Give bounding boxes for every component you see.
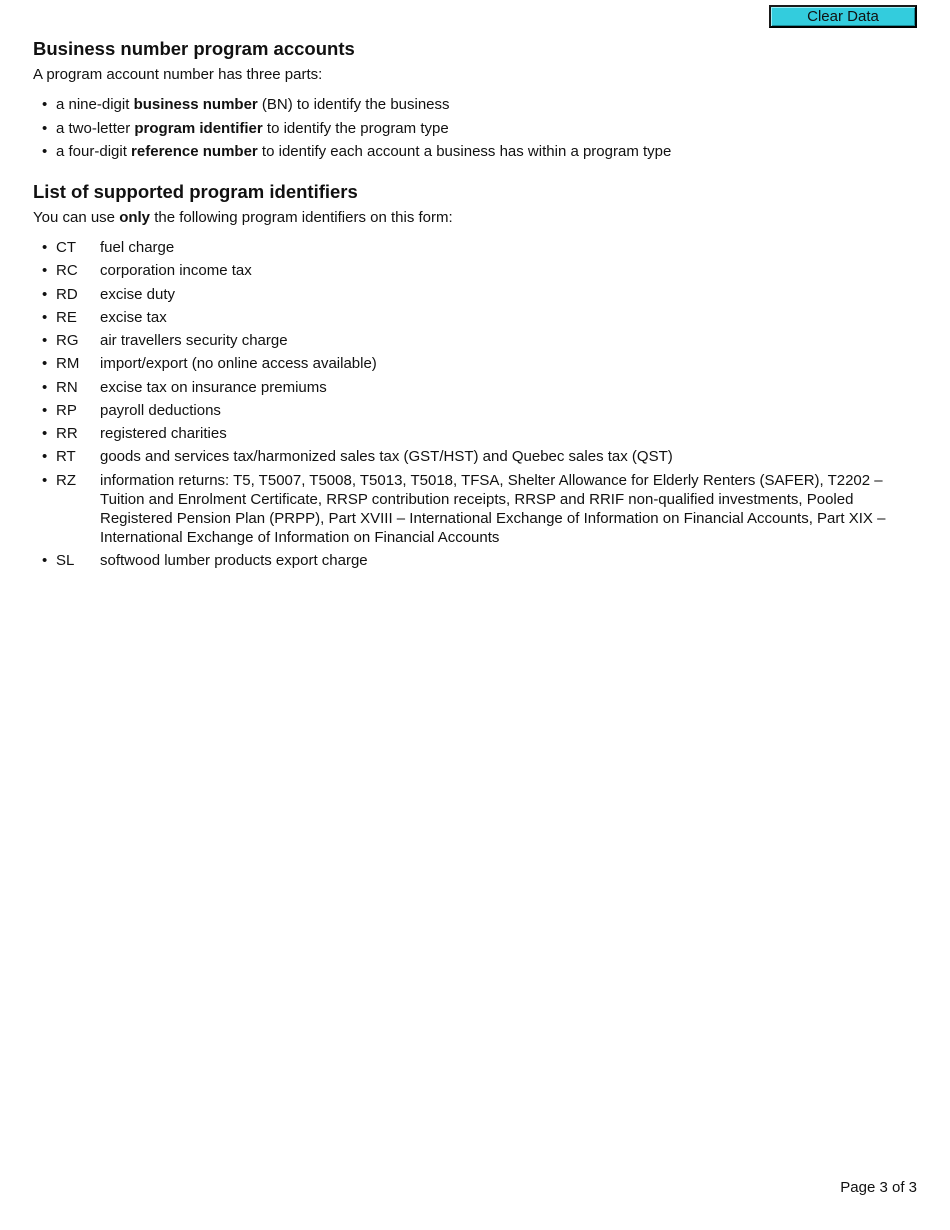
list-item — [33, 471, 913, 547]
list-item — [33, 95, 913, 115]
list-item — [33, 551, 913, 570]
bullet: • — [42, 143, 48, 160]
bullet: • — [42, 239, 48, 256]
list-item — [33, 401, 913, 420]
bold-term: only — [119, 209, 151, 226]
identifier-code: RN — [56, 378, 78, 396]
list-item — [33, 261, 913, 280]
list-item — [33, 447, 913, 466]
page-number: Page 3 of 3 — [840, 1179, 917, 1196]
identifier-description: goods and services tax/harmonized sales tax (GST/HST) and Quebec sales tax (QST) — [100, 448, 673, 466]
identifier-description: import/export (no online access available) — [100, 355, 377, 373]
bold-term: reference number — [131, 143, 258, 160]
identifier-code: RP — [56, 401, 77, 419]
identifier-code: RM — [56, 355, 80, 373]
page-content — [33, 36, 913, 574]
text: the following program identifiers on this form: — [150, 209, 453, 226]
text: a nine-digit — [56, 96, 134, 113]
identifier-description: air travellers security charge — [100, 332, 288, 349]
identifier-code: RT — [56, 448, 76, 466]
text: (BN) to identify the business — [257, 96, 450, 113]
list-item — [33, 331, 913, 350]
text: to identify each account a business has within a program type — [257, 143, 672, 160]
bold-term: business number — [133, 96, 258, 113]
identifier-description: excise tax — [100, 308, 167, 326]
identifier-description: fuel charge — [100, 239, 175, 256]
bullet: • — [42, 448, 48, 466]
bullet: • — [42, 551, 48, 569]
bullet: • — [42, 308, 48, 326]
program-identifiers-section — [33, 179, 913, 570]
identifier-description: corporation income tax — [100, 262, 252, 280]
identifier-description: excise tax on insurance premiums — [100, 378, 327, 396]
bullet: • — [42, 332, 48, 349]
identifier-code: RR — [56, 425, 78, 442]
account-parts-list — [33, 95, 913, 162]
list-item — [33, 354, 913, 373]
section-intro: A program account number has three parts: — [33, 66, 323, 83]
bullet: • — [42, 425, 48, 442]
text: to identify the program type — [262, 119, 449, 137]
list-item — [33, 285, 913, 304]
identifier-code: RZ — [56, 471, 76, 489]
section-heading-program-identifiers: List of supported program identifiers — [33, 181, 358, 202]
identifier-description: payroll deductions — [100, 401, 221, 419]
section-intro — [33, 208, 913, 228]
clear-data-button[interactable]: Clear Data — [769, 5, 917, 28]
bullet: • — [42, 401, 48, 419]
bullet: • — [42, 471, 48, 489]
list-item — [33, 142, 913, 162]
section-heading-business-number: Business number program accounts — [33, 38, 355, 59]
bullet: • — [42, 355, 48, 373]
bullet: • — [42, 378, 48, 396]
identifier-code: RG — [56, 332, 79, 349]
list-item — [33, 378, 913, 397]
identifier-code: SL — [56, 551, 75, 569]
text: a four-digit — [56, 143, 132, 160]
identifier-description: softwood lumber products export charge — [100, 551, 368, 569]
identifier-description: information returns: T5, T5007, T5008, T5013, T5018, TFSA, Shelter Allowance for Elderly Renters (SAFER), T2202 – Tuition and Enrolment Certificate, RRSP contribution receipts, RRSP and RRIF non-qualified investments, Pooled Registered Pension Plan (PRPP), Part XVIII – International Exchange of Information on Financial Accounts, Part XIX – International Exchange of Information on Financial Accounts — [100, 471, 886, 546]
identifiers-list — [33, 238, 913, 570]
list-item — [33, 308, 913, 327]
bullet: • — [42, 285, 48, 303]
bold-term: program identifier — [134, 119, 263, 137]
identifier-code: CT — [56, 239, 76, 256]
identifier-code: RD — [56, 285, 78, 303]
identifier-description: registered charities — [100, 425, 227, 442]
text: a two-letter — [56, 119, 135, 137]
identifier-code: RC — [56, 262, 78, 280]
text: You can use — [33, 209, 120, 226]
identifier-description: excise duty — [100, 285, 176, 303]
list-item — [33, 424, 913, 443]
identifier-code: RE — [56, 308, 77, 326]
bullet: • — [42, 262, 48, 280]
bullet: • — [42, 119, 48, 137]
list-item — [33, 119, 913, 139]
bullet: • — [42, 96, 48, 113]
list-item — [33, 238, 913, 257]
